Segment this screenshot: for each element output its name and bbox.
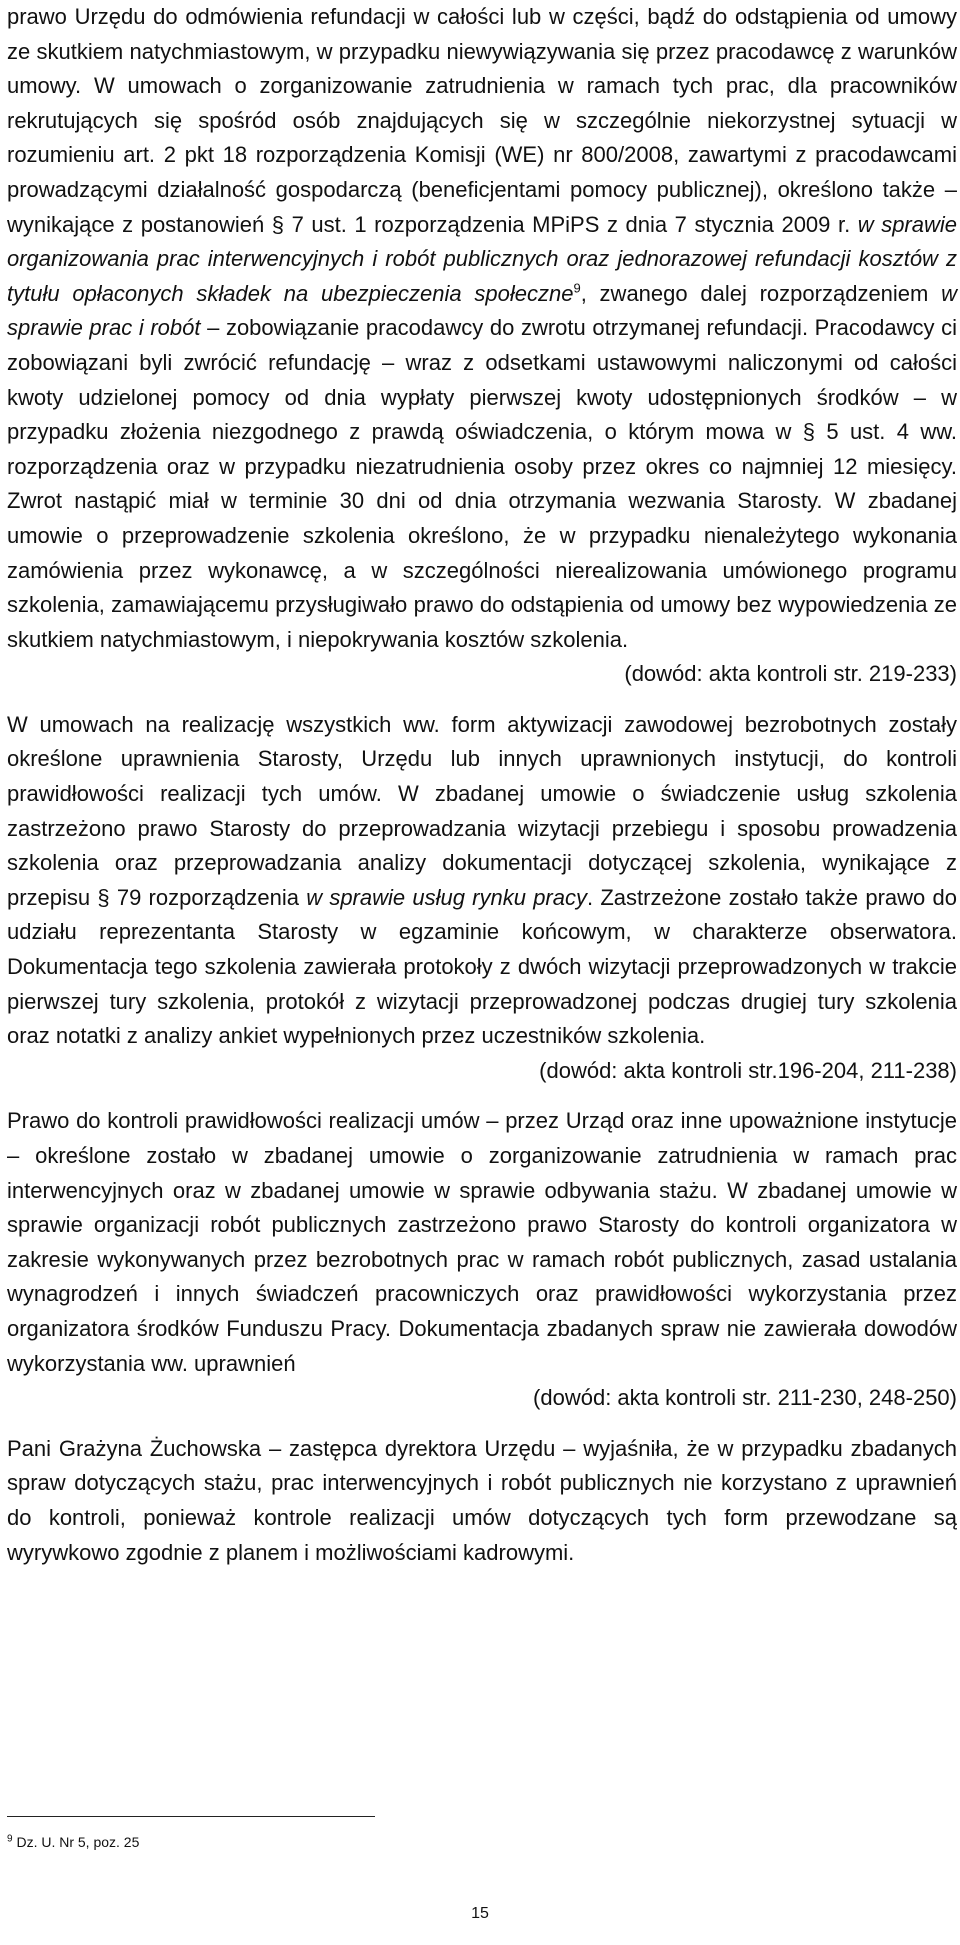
footnote-separator	[7, 1816, 375, 1817]
footnote-number: 9	[7, 1833, 13, 1845]
paragraph	[7, 708, 957, 1054]
footnote	[7, 1832, 139, 1852]
evidence-citation: (dowód: akta kontroli str. 219-233)	[624, 661, 957, 687]
paragraph-text: . Zastrzeżone zostało także prawo do udziału reprezentanta Starosty w egzaminie końcowym, w charakterze obserwatora. Dokumentacja tego szkolenia zawierała protokoły z dwóch wizytacji przeprowadzonych w trakcie pierwszej tury szkolenia, protokół z wizytacji przeprowadzonej podczas drugiej tury szkolenia oraz notatki z analizy ankiet wypełnionych przez uczestników szkolenia.	[7, 884, 957, 1049]
document-body	[7, 0, 957, 1570]
paragraph	[7, 1104, 957, 1381]
paragraph-text: Pani Grażyna Żuchowska – zastępca dyrektora Urzędu – wyjaśniła, że w przypadku zbadanych spraw dotyczących stażu, prac interwencyjnych i robót publicznych nie korzystano z uprawnień do kontroli, ponieważ kontrole realizacji umów dotyczących tych form przewodzane są wyrywkowo zgodnie z planem i możliwościami kadrowymi.	[7, 1435, 957, 1565]
paragraph-text: W umowach na realizację wszystkich ww. form aktywizacji zawodowej bezrobotnych zostały określone uprawnienia Starosty, Urzędu lub innych uprawnionych instytucji, do kontroli prawidłowości realizacji tych umów. W zbadanej umowie o świadczenie usług szkolenia zastrzeżono prawo Starosty do przeprowadzania wizytacji przebiegu i sposobu prowadzenia szkolenia oraz przeprowadzania analizy dokumentacji dotyczącej szkolenia, wynikające z przepisu § 79 rozporządzenia	[7, 711, 957, 910]
page-number: 15	[471, 1905, 489, 1922]
paragraph	[7, 0, 957, 657]
paragraph-text: – zobowiązanie pracodawcy do zwrotu otrzymanej refundacji. Pracodawcy ci zobowiązani byli zwrócić refundację – wraz z odsetkami ustawowymi naliczonymi od całości kwoty udzielonej pomocy od dnia wypłaty pierwszej kwoty udostępnionych środków – w przypadku złożenia niezgodnego z prawdą oświadczenia, o którym mowa w § 5 ust. 4 ww. rozporządzenia oraz w przypadku niezatrudnienia osoby przez okres co najmniej 12 miesięcy. Zwrot nastąpić miał w terminie 30 dni od dnia otrzymania wezwania Starosty. W zbadanej umowie o przeprowadzenie szkolenia określono, że w przypadku nienależytego wykonania zamówienia przez wykonawcę, a w szczególności nierealizowania umówionego programu szkolenia, zamawiającemu przysługiwało prawo do odstąpienia od umowy bez wypowiedzenia ze skutkiem natychmiastowym, i niepokrywania kosztów szkolenia.	[7, 315, 958, 652]
paragraph-text: prawo Urzędu do odmówienia refundacji w całości lub w części, bądź do odstąpienia od umowy ze skutkiem natychmiastowym, w przypadku niewywiązywania się przez pracodawcę z warunków umowy. W umowach o zorganizowanie zatrudnienia w ramach tych prac, dla pracowników rekrutujących się spośród osób znajdujących się w szczególnie niekorzystnej sytuacji w rozumieniu art. 2 pkt 18 rozporządzenia Komisji (WE) nr 800/2008, zawartymi z pracodawcami prowadzącymi działalność gospodarczą (beneficjentami pomocy publicznej), określono także – wynikające z postanowień § 7 ust. 1 rozporządzenia MPiPS z dnia 7 stycznia 2009 r.	[7, 4, 957, 237]
italic-text: w sprawie prac i robót	[7, 280, 958, 341]
evidence-citation: (dowód: akta kontroli str.196-204, 211-238)	[539, 1057, 957, 1083]
evidence-citation: (dowód: akta kontroli str. 211-230, 248-250)	[533, 1385, 957, 1411]
paragraph-text: Prawo do kontroli prawidłowości realizacji umów – przez Urząd oraz inne upoważnione instytucje – określone zostało w zbadanej umowie o zorganizowanie zatrudnienia w ramach prac interwencyjnych oraz w zbadanej umowie w sprawie odbywania stażu. W zbadanej umowie w sprawie organizacji robót publicznych zastrzeżono prawo Starosty do kontroli organizatora w zakresie wykonywanych przez bezrobotnych prac w ramach robót publicznych, zasad ustalania wynagrodzeń i innych świadczeń pracowniczych oraz prawidłowości wykorzystania przez organizatora środków Funduszu Pracy. Dokumentacja zbadanych spraw nie zawierała dowodów wykorzystania ww. uprawnień	[7, 1108, 957, 1376]
paragraph-text: , zwanego dalej rozporządzeniem	[580, 280, 942, 306]
footnote-text: Dz. U. Nr 5, poz. 25	[12, 1834, 140, 1850]
italic-text: w sprawie organizowania prac interwencyjnych i robót publicznych oraz jednorazowej refundacji kosztów z tytułu opłaconych składek na ubezpieczenia społeczne	[7, 211, 957, 306]
paragraph	[7, 1432, 957, 1570]
italic-text: w sprawie usług rynku pracy	[306, 884, 587, 910]
footnote-reference: 9	[573, 280, 581, 296]
